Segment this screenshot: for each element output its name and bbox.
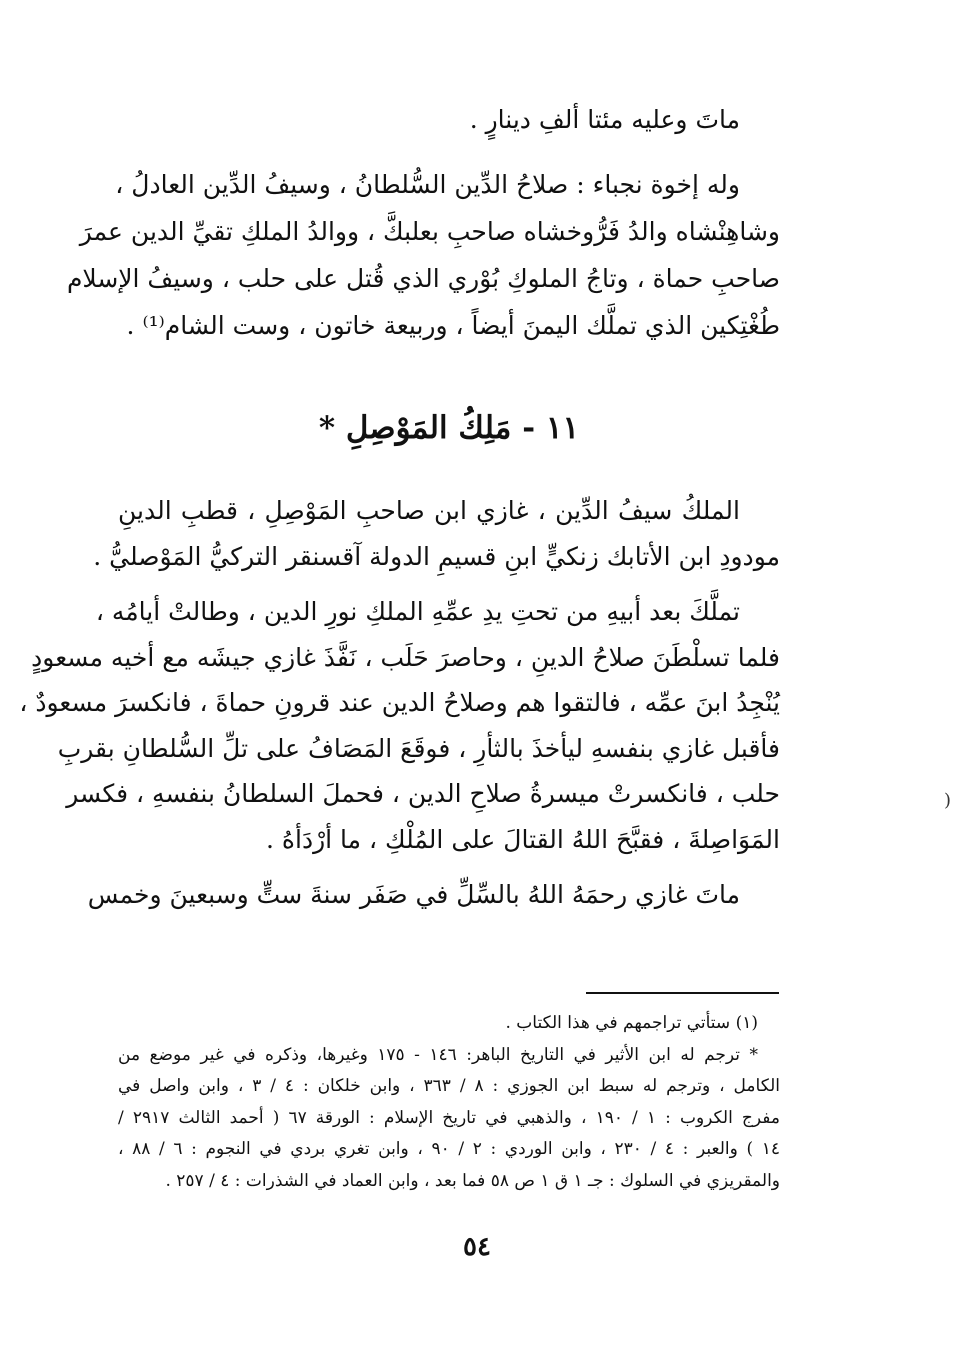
text-line: حلب ، فانكسرتْ ميسرةُ صلاحِ الدين ، فحملَ السلطانُ بنفسهِ ، فكسر	[66, 779, 780, 808]
paragraph	[66, 161, 780, 349]
footnote-line: مفرج الكروب : ١ / ١٩٠ ، والذهبي في تاريخ الإسلام : الورقة ٦٧ ( أحمد الثالث ٢٩١٧ /	[118, 1107, 780, 1128]
text-line: وله إخوة نجباء : صلاحُ الدِّين السُّلطانُ ، وسيفُ الدِّين العادلُ ،	[115, 170, 740, 199]
footnote-line: ١٤ ) والعبر : ٤ / ٢٣٠ ، وابن الوردي : ٢ / ٩٠ ، وابن تغري بردي في النجوم : ٦ / ٨٨ ،	[118, 1139, 780, 1159]
margin-mark: (	[944, 790, 952, 811]
footnote-line: (١) ستأتي تراجمهم في هذا الكتاب .	[505, 1013, 758, 1033]
paragraph	[118, 96, 780, 143]
footnote-line: * ترجم له ابن الأثير في التاريخ الباهر: ١٤٦ - ١٧٥ وغيرها، وذكره في غير موضع من	[118, 1044, 758, 1065]
footnote	[118, 1008, 780, 1040]
paragraph	[93, 488, 780, 579]
footnote-line: الكامل ، وترجم له سبط ابن الجوزي : ٨ / ٣٦٣ ، وابن خلكان : ٤ / ٣ ، وابن واصل في	[118, 1076, 780, 1096]
section-body	[19, 488, 780, 928]
section-title: ١١ - مَلِكُ المَوْصِلِ *	[318, 410, 580, 446]
text-line: الملكُ سيفُ الدِّين ، غازي ابن صاحبِ المَوْصِلِ ، قطبِ الدينِ	[118, 496, 740, 525]
text-line: المَوَاصِلةَ ، فقبَّحَ اللهُ القتالَ على المُلْكِ ، ما أرْدَأهُ .	[266, 824, 780, 854]
text-line: صاحبِ حماة ، وتاجُ الملوكِ بُوْري الذي قُتل على حلب ، وسيفُ الإسلام	[66, 264, 780, 293]
footnote-line: والمقريزي في السلوك : جـ ١ ق ١ ص ٥٨ فما بعد ، وابن العماد في الشذرات : ٤ / ٢٥٧ .	[165, 1170, 780, 1191]
paragraph	[87, 872, 780, 918]
top-text-block	[66, 96, 780, 367]
text-line: طُغْتِكين الذي تملَّك اليمنَ أيضاً ، وربيعة خاتون ، وست الشام⁽¹⁾ .	[126, 311, 780, 340]
text-line: مودودِ ابن الأتابك زنكيٍّ ابنِ قسيمِ الدولة آقسنقر التركيُّ المَوْصليُّ .	[93, 541, 780, 571]
text-line: فأقبل غازي بنفسهِ ليأخذَ بالثأرِ ، فوقَعَ المَصَافُ على تلِّ السُّلطانِ بقربِ	[57, 733, 780, 763]
text-line: تملَّكَ بعد أبيهِ من تحتِ يدِ عمِّهِ الملكِ نورِ الدين ، وطالتْ أيامُه ،	[95, 597, 740, 626]
footnote-divider	[586, 992, 779, 994]
footnotes	[118, 1008, 780, 1197]
footnote	[118, 1040, 780, 1198]
page-number: ٥٤	[463, 1232, 491, 1262]
text-line: ماتَ غازي رحمَهُ اللهُ بالسِّلِّ في صَفَر سنةَ ستٍّ وسبعينَ وخمس	[87, 880, 740, 909]
text-line: فلما تسلْطَنَ صلاحُ الدينِ ، وحاصرَ حَلَب ، نَفَّذَ غازي جيشَه مع أخيه مسعودٍ	[31, 642, 780, 672]
paragraph	[19, 589, 780, 862]
text-line: وشاهِنْشاه والدُ فَرُّوخشاه صاحبِ بعلبكَّ ، ووالدُ الملكِ تقيِّ الدين عمرَ	[79, 217, 780, 246]
text-line: ماتَ وعليه مئتا ألفِ دينارٍ .	[469, 105, 740, 134]
text-line: يُنْجِدُ ابنَ عمِّه ، فالتقوا هم وصلاحُ الدين عند قرونِ حماةَ ، فانكسرَ مسعودٌ ،	[19, 688, 780, 717]
